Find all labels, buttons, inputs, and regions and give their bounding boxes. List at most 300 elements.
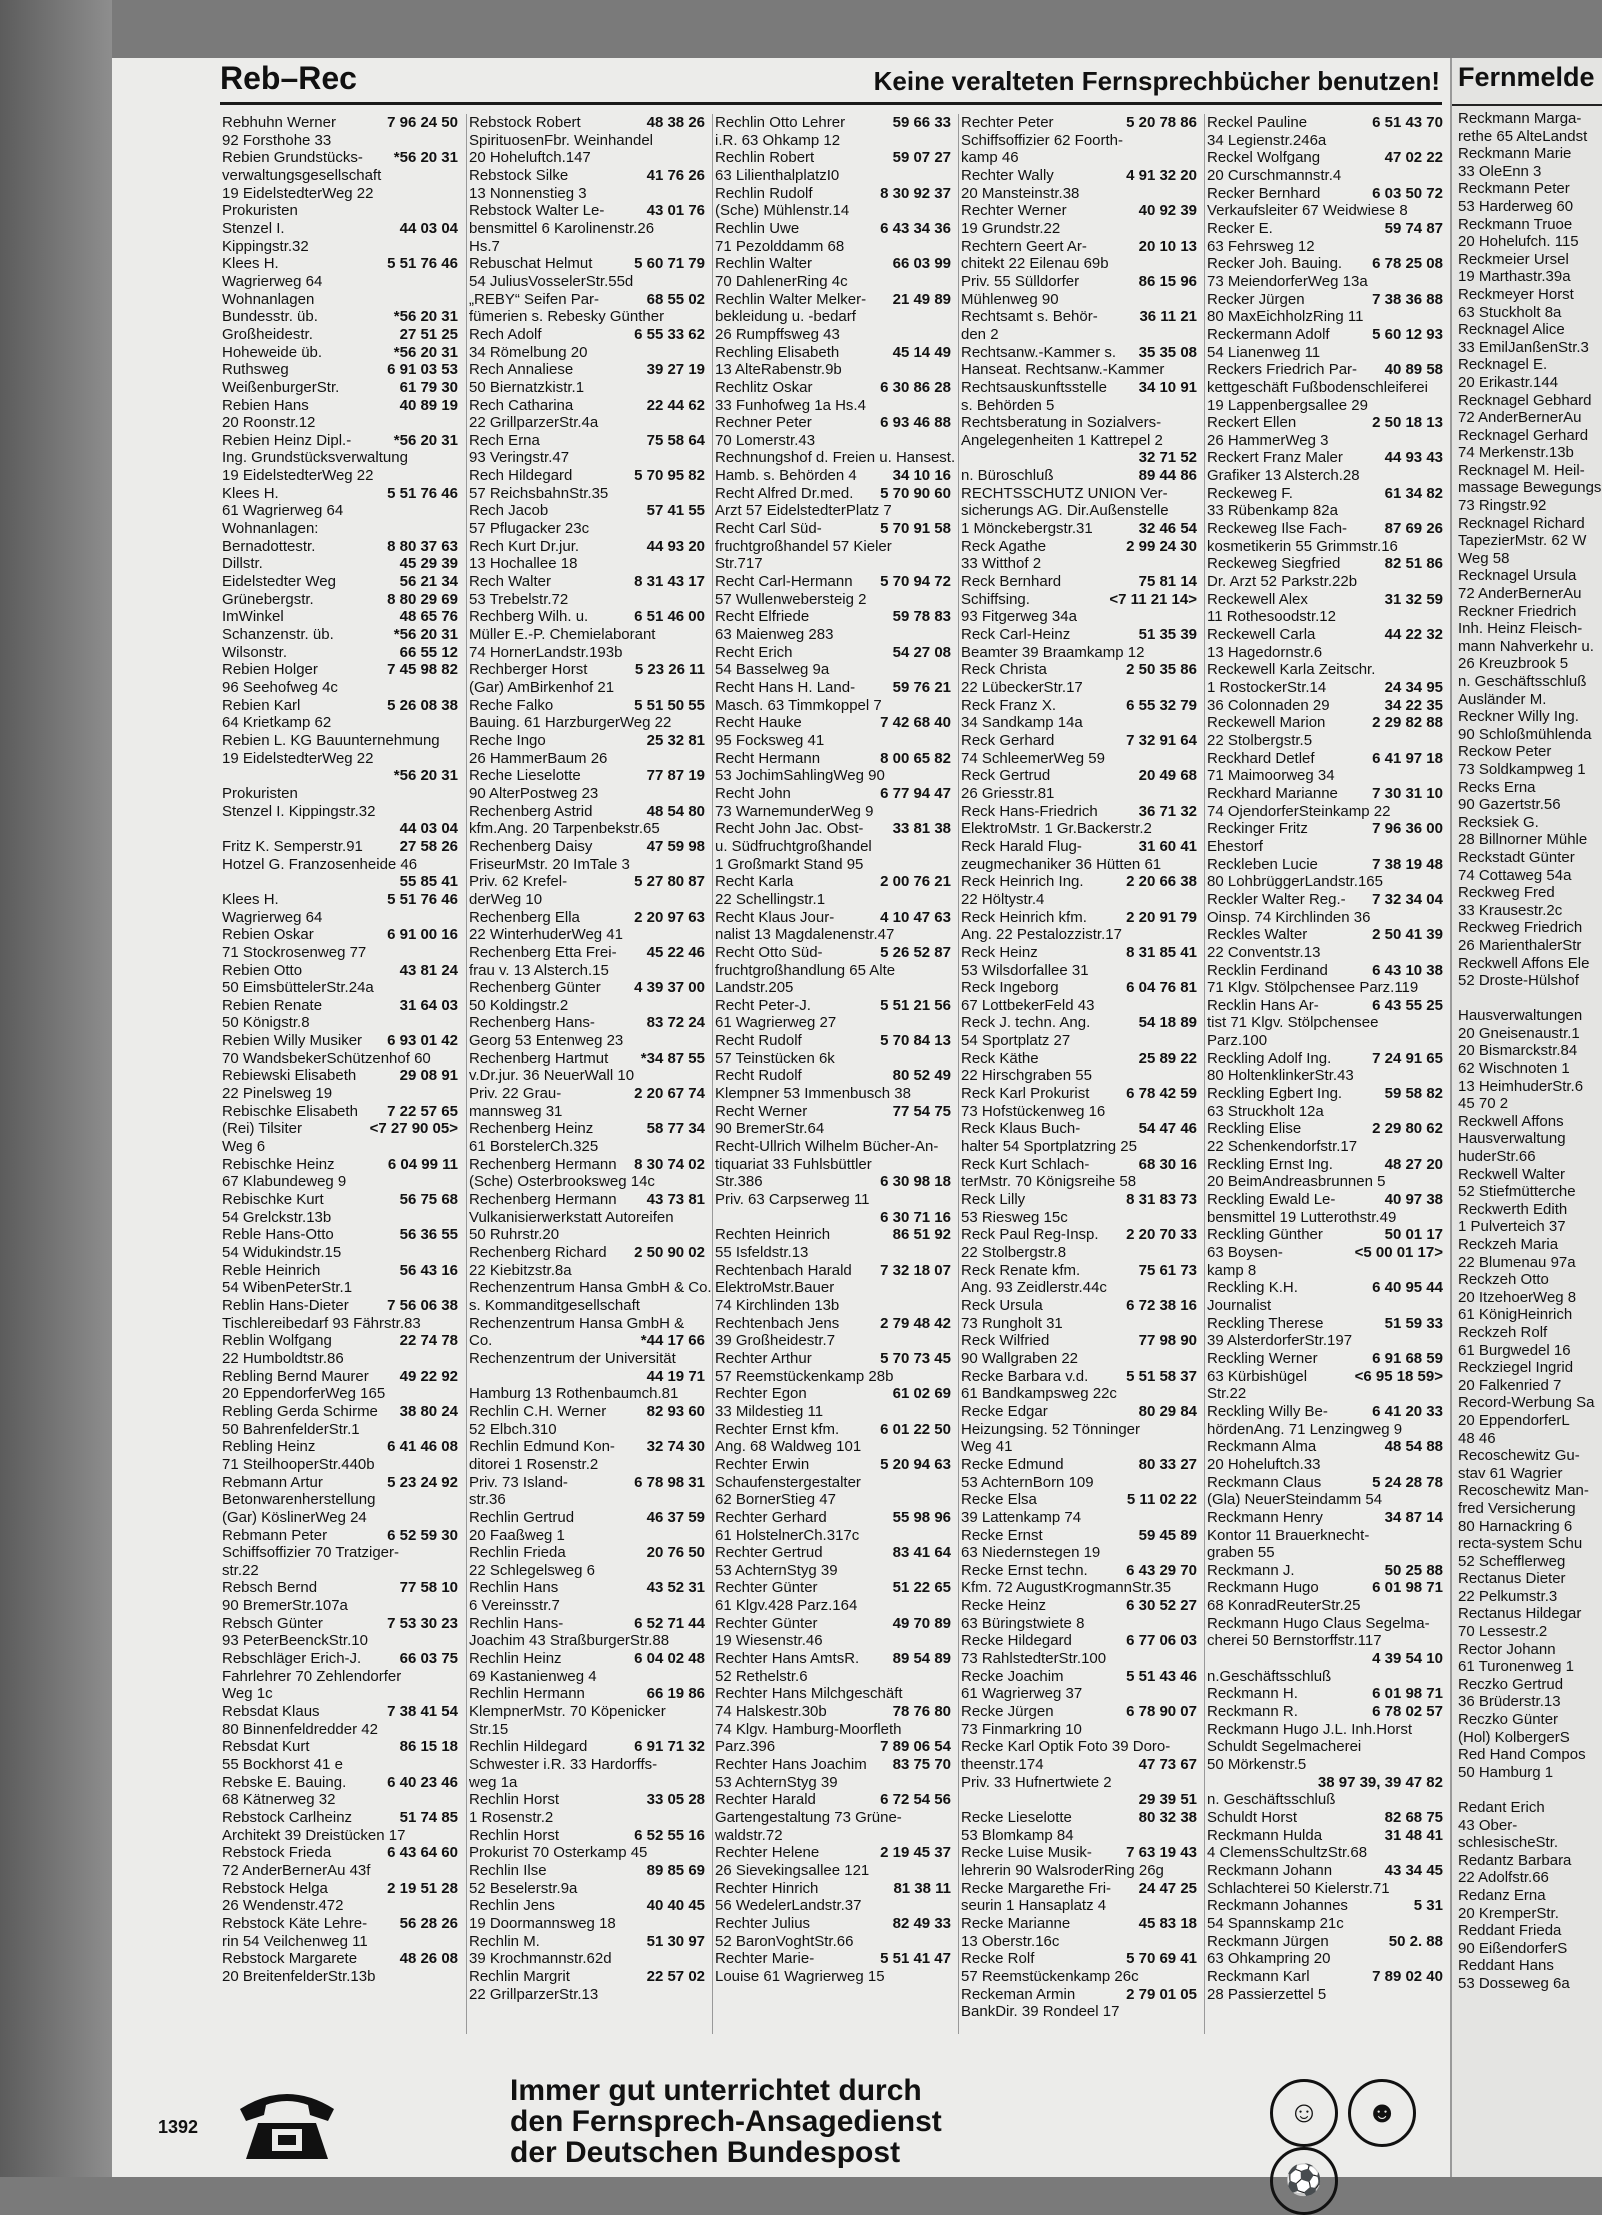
entry-name: Schanzenstr. üb.: [222, 626, 334, 644]
entry-name: Reckert Ellen: [1207, 414, 1297, 432]
adjacent-line: 20 EppendorferL: [1458, 1411, 1570, 1429]
listing-entry: [220, 1067, 460, 1085]
listing-entry: [220, 1262, 460, 1280]
listing-entry: [959, 1297, 1199, 1315]
entry-phone: [701, 414, 705, 432]
entry-phone: 77 98 90: [1138, 1332, 1197, 1350]
entry-phone: [1193, 1827, 1197, 1845]
entry-name: Reck Ursula: [961, 1296, 1043, 1314]
listing-entry: [1205, 326, 1445, 344]
entry-phone: [701, 520, 705, 538]
listing-entry: [467, 220, 707, 238]
entry-name: Rebschläger Erich-J.: [222, 1650, 362, 1668]
adjacent-line: huderStr.66: [1458, 1148, 1536, 1166]
listing-entry: [467, 608, 707, 626]
entry-phone: [1193, 1421, 1197, 1439]
entry-name: Masch. 63 Timmkoppel 7: [715, 696, 882, 714]
entry-phone: [947, 1191, 951, 1209]
entry-name: Wohnanlagen:: [222, 520, 319, 538]
entry-name: Rebling Heinz: [222, 1438, 316, 1456]
entry-name: 22 GrillparzerStr.13: [469, 1985, 599, 2003]
listing-entry: [1205, 820, 1445, 838]
adjacent-line: 36 Brüderstr.13: [1458, 1693, 1561, 1711]
listing-entry: [713, 750, 953, 768]
entry-name: 61 BorstelerCh.325: [469, 1138, 599, 1156]
listing-entry: [1205, 1562, 1445, 1580]
adjacent-line: Reckzeh Maria: [1458, 1236, 1559, 1253]
adjacent-line: 90 Gazertstr.56: [1458, 796, 1561, 814]
entry-name: 63 Struckholt 12a: [1207, 1102, 1324, 1120]
entry-name: Recht Hans H. Land-: [715, 679, 856, 696]
entry-phone: 43 01 76: [646, 202, 705, 220]
listing-entry: [959, 1650, 1199, 1668]
entry-phone: [1193, 679, 1197, 697]
entry-name: Rebischke Elisabeth: [222, 1102, 358, 1120]
adjacent-line: 20 KremperStr.: [1458, 1904, 1559, 1922]
entry-name: Recke Rolf: [961, 1950, 1035, 1968]
listing-entry: [713, 502, 953, 520]
entry-phone: 61 02 69: [892, 1385, 951, 1403]
listing-entry: [959, 1544, 1199, 1562]
entry-phone: [701, 962, 705, 980]
listing-entry: [1205, 1844, 1445, 1862]
entry-phone: 83 41 64: [892, 1544, 951, 1562]
entry-phone: [1193, 1862, 1197, 1880]
adjacent-line: Rectanus Hildegar: [1458, 1605, 1582, 1623]
entry-phone: [454, 467, 458, 485]
entry-phone: 2 20 67 74: [634, 1085, 705, 1103]
listing-entry: [1205, 1067, 1445, 1085]
listing-entry: [713, 1279, 953, 1297]
entry-name: Reckhard Marianne: [1207, 784, 1338, 802]
adjacent-line: Reczko Günter: [1458, 1711, 1559, 1729]
entry-phone: [1439, 573, 1443, 591]
listing-entry: [959, 1032, 1199, 1050]
listing-entry: [1205, 1738, 1445, 1756]
entry-phone: [1439, 873, 1443, 891]
listing-entry: [1205, 1791, 1445, 1809]
entry-name: 53 Blomkamp 84: [961, 1826, 1074, 1844]
listing-entry: [220, 1421, 460, 1439]
entry-phone: [1439, 379, 1443, 397]
listing-entry: [1205, 1438, 1445, 1456]
entry-name: 57 Wullenwebersteig 2: [715, 590, 867, 608]
listing-entry: [220, 502, 460, 520]
listing-entry: [959, 414, 1199, 432]
entry-name: Rechter Julius: [715, 1914, 811, 1932]
entry-name: 28 Passierzettel 5: [1207, 1985, 1327, 2003]
entry-name: 1 Großmarkt Stand 95: [715, 855, 864, 873]
entry-phone: 6 30 86 28: [880, 378, 951, 396]
listing-entry: [713, 1421, 953, 1439]
listing-entry: [467, 909, 707, 927]
entry-name: nalist 13 Magdalenenstr.47: [715, 926, 895, 944]
adjacent-line: Recknagel Alice: [1458, 321, 1565, 339]
adjacent-line: Reckner Willy Ing.: [1458, 708, 1579, 726]
entry-phone: 2 79 01 05: [1126, 1985, 1197, 2003]
entry-name: Rechlitz Oskar: [715, 378, 813, 396]
entry-name: 6 Vereinsstr.7: [469, 1597, 560, 1615]
entry-name: Rechlin Horst: [469, 1791, 560, 1809]
listing-entry: [467, 803, 707, 821]
listing-entry: [713, 167, 953, 185]
entry-name: Recklin Hans Ar-: [1207, 996, 1319, 1014]
entry-name: Ehestorf: [1207, 837, 1263, 855]
entry-phone: [1193, 502, 1197, 520]
entry-phone: [947, 1244, 951, 1262]
adjacent-page-lines: [1452, 106, 1602, 1997]
entry-phone: [947, 167, 951, 185]
entry-name: derWeg 10: [469, 890, 543, 908]
entry-phone: 5 70 73 45: [880, 1349, 951, 1367]
adjacent-page: [1450, 58, 1602, 2177]
listing-entry: [467, 750, 707, 768]
listing-entry: [713, 291, 953, 309]
entry-name: Rechlin Jens: [469, 1897, 555, 1915]
entry-name: Rebstock Frieda: [222, 1844, 332, 1862]
entry-phone: *56 20 31: [393, 308, 458, 326]
entry-phone: [701, 485, 705, 503]
listing-entry: [1205, 962, 1445, 980]
entry-name: fruchtgroßhandlung 65 Alte: [715, 961, 896, 979]
listing-entry: [467, 114, 707, 132]
listing-entry: [220, 997, 460, 1015]
entry-phone: *56 20 31: [393, 767, 458, 785]
listing-entry: [1205, 485, 1445, 503]
entry-name: Rechenberg Günter: [469, 979, 601, 997]
entry-phone: [1439, 132, 1443, 150]
listing-entry: [959, 432, 1199, 450]
listing-entry: [220, 1703, 460, 1721]
entry-phone: [454, 1862, 458, 1880]
listing-entry: [959, 1774, 1199, 1792]
entry-name: (Rei) Tilsiter: [222, 1120, 303, 1138]
entry-phone: [1439, 202, 1443, 220]
listing-entry: [959, 608, 1199, 626]
entry-name: Mühlenweg 90: [961, 290, 1059, 308]
listing-entry: [467, 397, 707, 415]
entry-phone: 6 04 02 48: [634, 1650, 705, 1668]
adjacent-line: Reddant Hans: [1458, 1957, 1554, 1975]
listing-entry: [713, 149, 953, 167]
entry-name: Reckling Werner: [1207, 1349, 1318, 1367]
entry-name: Rechter Hans AmtsR.: [715, 1650, 860, 1668]
listing-entry: [1205, 1509, 1445, 1527]
listing-entry: [713, 1244, 953, 1262]
listing-entry: [1205, 1385, 1445, 1403]
listing-entry: [713, 1721, 953, 1739]
listing-entry: [713, 1562, 953, 1580]
entry-name: Reckmann R.: [1207, 1703, 1298, 1721]
entry-phone: [701, 626, 705, 644]
entry-phone: 35 35 08: [1138, 343, 1197, 361]
entry-phone: 51 59 33: [1384, 1314, 1443, 1332]
listing-entry: [959, 697, 1199, 715]
entry-phone: 5 51 76 46: [387, 890, 458, 908]
listing-entry: [1205, 732, 1445, 750]
entry-phone: 59 78 83: [892, 608, 951, 626]
listing-entry: [959, 326, 1199, 344]
listing-entry: [467, 1809, 707, 1827]
listing-entry: [1205, 626, 1445, 644]
listing-entry: [713, 1173, 953, 1191]
entry-phone: 48 54 88: [1384, 1438, 1443, 1456]
entry-phone: [947, 132, 951, 150]
ad-line-1: Immer gut unterrichtet durch: [510, 2074, 922, 2107]
entry-phone: 6 52 71 44: [634, 1614, 705, 1632]
entry-name: Rebsch Günter: [222, 1614, 323, 1632]
listing-entry: [1205, 520, 1445, 538]
entry-name: Recht Alfred Dr.med.: [715, 484, 854, 502]
entry-name: waldstr.72: [715, 1826, 783, 1844]
entry-phone: [1193, 1474, 1197, 1492]
entry-phone: 6 51 46 00: [634, 608, 705, 626]
entry-phone: [1193, 2003, 1197, 2021]
listing-entry: [220, 114, 460, 132]
entry-phone: 6 91 00 16: [387, 926, 458, 944]
listing-entry: [1205, 167, 1445, 185]
adjacent-line: 1 Pulverteich 37: [1458, 1218, 1566, 1236]
entry-phone: [947, 1721, 951, 1739]
listing-entry: [959, 1438, 1199, 1456]
entry-phone: 6 72 54 56: [880, 1791, 951, 1809]
listing-entry: [467, 1421, 707, 1439]
entry-phone: [1193, 1209, 1197, 1227]
listing-entry: [1205, 591, 1445, 609]
adjacent-line: 22 Pelkumstr.3: [1458, 1587, 1558, 1605]
entry-phone: [701, 1350, 705, 1368]
entry-phone: 5 70 95 82: [634, 467, 705, 485]
listing-entry: [1205, 291, 1445, 309]
entry-phone: [701, 308, 705, 326]
entry-phone: [947, 1968, 951, 1986]
entry-phone: [1193, 1438, 1197, 1456]
entry-name: Reckeweg F.: [1207, 484, 1293, 502]
entry-name: bensmittel 6 Karolinenstr.26: [469, 219, 655, 237]
entry-phone: 40 89 58: [1384, 361, 1443, 379]
listing-entry: [1205, 1138, 1445, 1156]
entry-phone: [454, 1350, 458, 1368]
entry-phone: 45 22 46: [646, 943, 705, 961]
listing-entry: [220, 909, 460, 927]
listing-entry: [220, 1615, 460, 1633]
entry-name: Architekt 39 Dreistücken 17: [222, 1826, 406, 1844]
listing-entry: [713, 1474, 953, 1492]
entry-phone: [1439, 1544, 1443, 1562]
listing-entry: [220, 679, 460, 697]
entry-name: 50 EimsbüttelerStr.24a: [222, 979, 374, 997]
entry-phone: 24 47 25: [1138, 1879, 1197, 1897]
entry-phone: 5 26 52 87: [880, 943, 951, 961]
entry-phone: [947, 361, 951, 379]
listing-entry: [713, 1262, 953, 1280]
entry-name: Rechtsanw.-Kammer s.: [961, 343, 1117, 361]
entry-name: Rechten Heinrich: [715, 1226, 831, 1244]
entry-phone: 48 38 26: [646, 114, 705, 131]
entry-phone: 31 32 59: [1384, 590, 1443, 608]
entry-phone: [1193, 997, 1197, 1015]
adjacent-line: 19 Marthastr.39a: [1458, 268, 1571, 286]
entry-phone: [454, 714, 458, 732]
listing-entry: [220, 1244, 460, 1262]
entry-phone: [1439, 1668, 1443, 1686]
entry-phone: 20 49 68: [1138, 767, 1197, 785]
entry-name: weg 1a: [469, 1773, 518, 1791]
entry-name: 13 Oberstr.16c: [961, 1932, 1060, 1950]
entry-phone: *56 20 31: [393, 149, 458, 167]
entry-phone: 7 45 98 82: [387, 661, 458, 679]
entry-phone: [454, 1315, 458, 1333]
entry-name: 68 Kätnerweg 32: [222, 1791, 336, 1809]
entry-name: 93 Veringstr.47: [469, 449, 570, 467]
entry-phone: 8 31 83 73: [1126, 1191, 1197, 1209]
entry-name: Rebien Renate: [222, 996, 323, 1014]
listing-entry: [959, 803, 1199, 821]
entry-name: v.Dr.jur. 36 NeuerWall 10: [469, 1067, 635, 1085]
listing-entry: [1205, 909, 1445, 927]
entry-name: Angelegenheiten 1 Kattrepel 2: [961, 431, 1163, 449]
listing-entry: [959, 962, 1199, 980]
listing-entry: [220, 1562, 460, 1580]
entry-name: Rechlin Margrit: [469, 1967, 570, 1985]
listing-entry: [220, 238, 460, 256]
listing-entry: [959, 538, 1199, 556]
entry-phone: 8 80 29 69: [387, 590, 458, 608]
entry-name: s. Behörden 5: [961, 396, 1055, 414]
entry-phone: 20 76 50: [646, 1544, 705, 1562]
entry-phone: [1439, 1138, 1443, 1156]
entry-name: (Gla) NeuerSteindamm 54: [1207, 1491, 1383, 1509]
entry-phone: [454, 449, 458, 467]
listing-entry: [467, 449, 707, 467]
entry-name: Recht-Ullrich Wilhelm Bücher-An-: [715, 1138, 939, 1156]
entry-phone: [454, 1632, 458, 1650]
listing-entry: [467, 1774, 707, 1792]
listing-entry: [713, 1138, 953, 1156]
listing-entry: [959, 1350, 1199, 1368]
listing-entry: [713, 273, 953, 291]
listing-entry: [467, 714, 707, 732]
listing-entry: [1205, 1014, 1445, 1032]
entry-phone: [454, 1244, 458, 1262]
listing-entry: [1205, 1491, 1445, 1509]
listing-entry: [713, 679, 953, 697]
page-gutter: [0, 0, 112, 2177]
entry-name: Reckel Wolfgang: [1207, 149, 1321, 167]
entry-phone: 49 22 92: [399, 1367, 458, 1385]
entry-name: 26 HammerWeg 3: [1207, 431, 1329, 449]
entry-name: 22 GrillparzerStr.4a: [469, 414, 599, 432]
entry-phone: [1193, 1721, 1197, 1739]
entry-name: Reckmann H.: [1207, 1685, 1298, 1703]
listing-entry: [959, 1226, 1199, 1244]
entry-name: Rechenberg Ella: [469, 908, 580, 926]
listing-entry: [1205, 714, 1445, 732]
entry-phone: [1439, 1209, 1443, 1227]
entry-phone: [1439, 979, 1443, 997]
entry-phone: 5 60 71 79: [634, 255, 705, 273]
entry-name: 13 AlteRabenstr.9b: [715, 361, 842, 379]
entry-phone: <5 00 01 17>: [1354, 1244, 1443, 1261]
entry-phone: [701, 1756, 705, 1774]
entry-phone: [1439, 1756, 1443, 1774]
entry-name: 90 AlterPostweg 23: [469, 784, 599, 802]
entry-phone: 6 78 90 07: [1126, 1703, 1197, 1721]
entry-name: Rechter Hans Joachim: [715, 1756, 867, 1774]
entry-phone: [454, 979, 458, 997]
listing-entry: [959, 1738, 1199, 1756]
listing-entry: [1205, 697, 1445, 715]
entry-name: 19 EidelstedterWeg 22: [222, 184, 374, 202]
listing-entry: [467, 1562, 707, 1580]
entry-name: 93 Fitgerweg 34a: [961, 608, 1077, 626]
listing-entry: [220, 1085, 460, 1103]
entry-phone: 59 74 87: [1384, 219, 1443, 237]
listing-entry: [467, 1191, 707, 1209]
entry-phone: 59 76 21: [892, 679, 951, 696]
listing-entry: [1205, 1897, 1445, 1915]
adjacent-line: mann Nahverkehr u.: [1458, 637, 1594, 655]
adjacent-line: 73 Ringstr.92: [1458, 497, 1547, 515]
listing-entry: [959, 1332, 1199, 1350]
listing-entry: [220, 926, 460, 944]
entry-phone: [701, 1456, 705, 1474]
entry-name: 22 Humboldtstr.86: [222, 1349, 344, 1367]
listing-entry: [959, 1491, 1199, 1509]
listing-entry: [713, 591, 953, 609]
entry-name: Rechtsauskunftsstelle: [961, 378, 1107, 396]
listing-entry: [467, 644, 707, 662]
entry-phone: [454, 520, 458, 538]
entry-phone: 59 07 27: [892, 149, 951, 167]
entry-name: 92 Forsthohe 33: [222, 131, 332, 149]
listing-entry: [1205, 1527, 1445, 1545]
listing-entry: [713, 873, 953, 891]
entry-phone: [701, 1527, 705, 1545]
entry-phone: 86 51 92: [892, 1226, 951, 1244]
entry-name: Rech Jacob: [469, 502, 549, 520]
listing-entry: [959, 379, 1199, 397]
entry-phone: [1439, 1632, 1443, 1650]
entry-name: Reble Hans-Otto: [222, 1226, 334, 1244]
entry-name: 22 Hirschgraben 55: [961, 1067, 1092, 1085]
listing-entry: [467, 167, 707, 185]
entry-name: Kippingstr.32: [222, 237, 309, 255]
entry-name: 70 Lomerstr.43: [715, 431, 816, 449]
entry-phone: [1193, 1315, 1197, 1333]
entry-name: Rechter Günter: [715, 1579, 818, 1597]
entry-name: rin 54 Veilchenweg 11: [222, 1932, 368, 1950]
entry-phone: [1439, 308, 1443, 326]
entry-name: Rechter Erwin: [715, 1455, 810, 1473]
entry-phone: 68 30 16: [1138, 1155, 1197, 1173]
entry-phone: [1439, 1844, 1443, 1862]
entry-phone: 6 78 42 59: [1126, 1085, 1197, 1103]
entry-name: den 2: [961, 325, 999, 343]
entry-phone: [1439, 1491, 1443, 1509]
entry-phone: [701, 1173, 705, 1191]
entry-phone: [454, 414, 458, 432]
entry-phone: [701, 1138, 705, 1156]
entry-phone: [947, 1809, 951, 1827]
entry-name: Rebmann Peter: [222, 1526, 328, 1544]
entry-name: Ang. 68 Waldweg 101: [715, 1438, 862, 1456]
listing-entry: [1205, 1880, 1445, 1898]
entry-phone: [947, 697, 951, 715]
entry-name: Rechter Hans Milchgeschäft: [715, 1685, 903, 1703]
entry-name: Reckling Ernst Ing.: [1207, 1155, 1333, 1173]
listing-entry: [220, 856, 460, 874]
